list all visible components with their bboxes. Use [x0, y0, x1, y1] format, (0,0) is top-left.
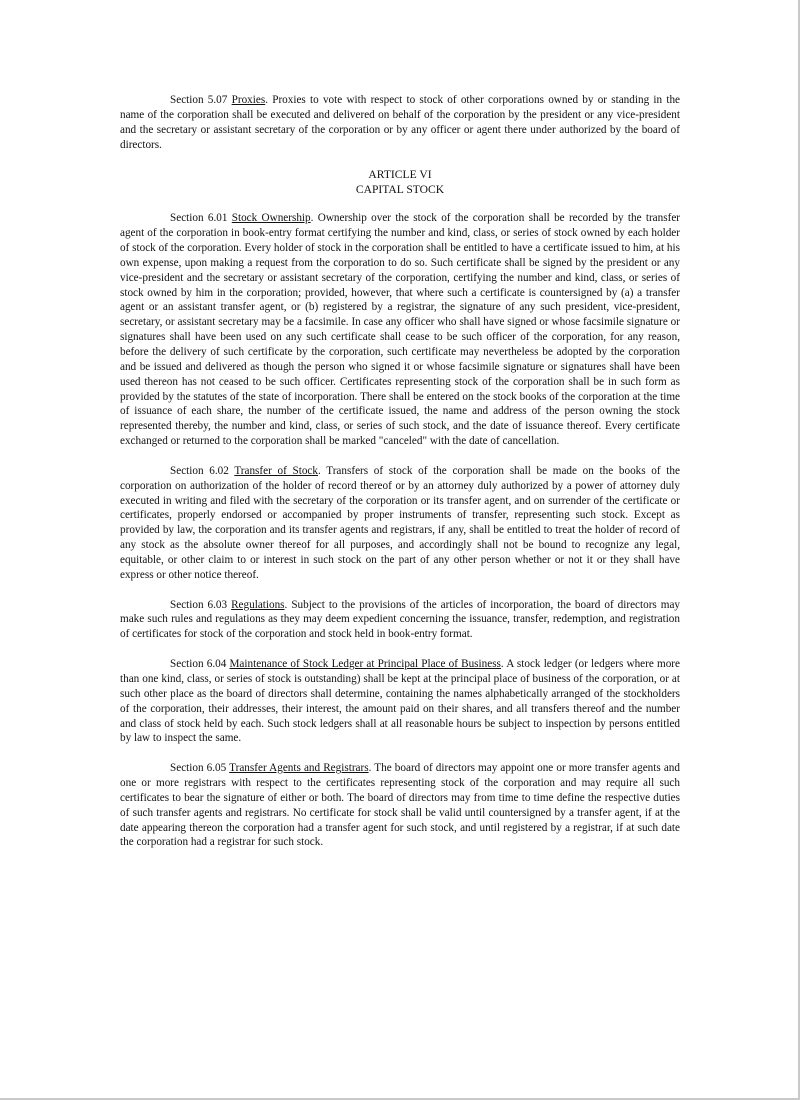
section-heading: Proxies [231, 94, 266, 106]
section-6-04 [120, 657, 680, 746]
section-text: . A stock ledger (or ledgers where more than one kind, class, or series of stock is outstanding) shall be kept at the principal place of business of the corporation, or at such other place as the board of directors shall determine, containing the names alphabetically arranged of the stockholders of the corporation, their addresses, their interest, the amount paid on their shares, and all transfers thereof and the number and class of stock held by each. Such stock ledgers shall at all reasonable hours be subject to inspection by persons entitled by law to inspect the same. [120, 658, 680, 745]
section-number: Section 6.05 [170, 762, 227, 775]
section-heading: Regulations [231, 598, 285, 611]
section-text: . Subject to the provisions of the articles of incorporation, the board of directors may make such rules and regulations as they may deem expedient concerning the issuance, transfer, redemption, and registration of certificates for stock of the corporation and stock held in book-entry format. [120, 598, 681, 641]
article-number: ARTICLE VI [368, 168, 432, 182]
section-text: . Proxies to vote with respect to stock of other corporations owned by or standing in the name of the corporation shall be executed and delivered on behalf of the corporation by the president or any vice-president and the secretary or assistant secretary of the corporation or by any officer or agent there under authorized by the board of directors. [120, 94, 680, 151]
article-heading [120, 167, 680, 197]
document-body [120, 93, 680, 850]
section-6-03 [120, 598, 680, 643]
section-6-05 [120, 761, 680, 850]
section-number: Section 6.02 [170, 464, 229, 477]
section-number: Section 6.01 [170, 212, 228, 225]
section-heading: Stock Ownership [231, 212, 311, 225]
section-number: Section 6.04 [170, 658, 227, 671]
article-title: CAPITAL STOCK [355, 183, 445, 197]
section-text: . The board of directors may appoint one or more transfer agents and one or more registrars with respect to the certificates representing stock of the corporation and may require all such certificates to bear the signature of either or both. The board of directors may from time to time define the respective duties of such transfer agents and registrars. No certificate for stock shall be valid until countersigned by a transfer agent, if at the date appearing thereon the corporation had a transfer agent for such stock, and until registered by a registrar, if at such date the corporation had a registrar for such stock. [120, 762, 680, 849]
section-number: Section 6.03 [170, 598, 228, 611]
section-6-01 [120, 211, 680, 449]
section-heading: Transfer of Stock [234, 464, 318, 477]
section-text: . Transfers of stock of the corporation shall be made on the books of the corporation on authorization of the holder of record thereof or by an attorney duly authorized by a power of attorney duly executed in writing and filed with the secretary of the corporation or its transfer agent, and on surrender of the certificate or certificates, properly endorsed or accompanied by proper instruments of transfer, representing such stock. Except as provided by law, the corporation and its transfer agents and registrars, if any, shall be entitled to treat the holder of record of any stock as the absolute owner thereof for all purposes, and accordingly shall not be bound to recognize any legal, equitable, or other claim to or interest in such stock on the part of any other person whether or not it or they shall have express or other notice thereof. [120, 464, 680, 581]
section-heading: Transfer Agents and Registrars [229, 762, 369, 775]
section-heading: Maintenance of Stock Ledger at Principal Place of Business [229, 658, 501, 671]
section-text: . Ownership over the stock of the corporation shall be recorded by the transfer agent of the corporation in book-entry format certifying the number and kind, class, or series of stock owned by each holder of stock of the corporation. Every holder of stock in the corporation shall be entitled to have a certificate issued to him, at his own expense, upon making a request from the corporation to do so. Such certificate shall be signed by the president or any vice-president and the secretary or assistant secretary of the corporation, certifying the number and kind, class, or series of stock owned by him in the corporation; provided, however, that where such a certificate is countersigned by (a) a transfer agent or an assistant transfer agent, or (b) registered by a registrar, the signature of any such president, vice-president, secretary, or assistant secretary may be a facsimile. In case any officer who shall have signed or whose facsimile signature or signatures shall have been used on any such certificate shall cease to be such officer of the corporation, for any reason, before the delivery of such certificate by the corporation, such certificate may nevertheless be adopted by the corporation and be issued and delivered as though the person who signed it or whose facsimile signature or signatures shall have been used thereon has not ceased to be such officer. Certificates representing stock of the corporation shall be in such form as provided by the statutes of the state of incorporation. There shall be entered on the stock books of the corporation at the time of issuance of each share, the number of the certificate issued, the name and address of the person owning the stock represented thereby, the number and kind, class, or series of such stock, and the date of issuance thereof. Every certificate exchanged or returned to the corporation shall be marked "canceled" with the date of cancellation. [120, 212, 681, 448]
section-6-02 [120, 464, 680, 583]
section-5-07 [120, 93, 680, 152]
section-number: Section 5.07 [170, 94, 228, 106]
